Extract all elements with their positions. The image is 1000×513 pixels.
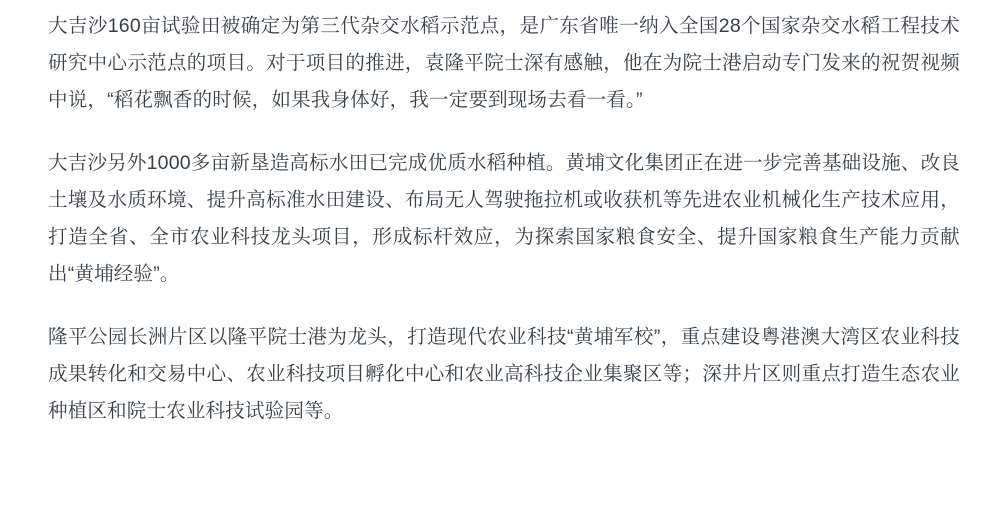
paragraph: 大吉沙160亩试验田被确定为第三代杂交水稻示范点，是广东省唯一纳入全国28个国家杂交水稻工程技术研究中心示范点的项目。对于项目的推进，袁隆平院士深有感触，他在为院士港启动专门发来的祝贺视频中说，“稻花飘香的时候，如果我身体好，我一定要到现场去看一看。” bbox=[48, 15, 960, 111]
paragraph: 大吉沙另外1000多亩新垦造高标水田已完成优质水稻种植。黄埔文化集团正在进一步完善基础设施、改良土壤及水质环境、提升高标准水田建设、布局无人驾驶拖拉机或收获机等先进农业机械化生产技术应用，打造全省、全市农业科技龙头项目，形成标杆效应，为探索国家粮食安全、提升国家粮食生产能力贡献出“黄埔经验”。 bbox=[48, 152, 960, 285]
paragraph: 隆平公园长洲片区以隆平院士港为龙头，打造现代农业科技“黄埔军校”，重点建设粤港澳大湾区农业科技成果转化和交易中心、农业科技项目孵化中心和农业高科技企业集聚区等；深井片区则重点打造生态农业种植区和院士农业科技试验园等。 bbox=[48, 326, 960, 422]
article-body bbox=[48, 8, 960, 430]
